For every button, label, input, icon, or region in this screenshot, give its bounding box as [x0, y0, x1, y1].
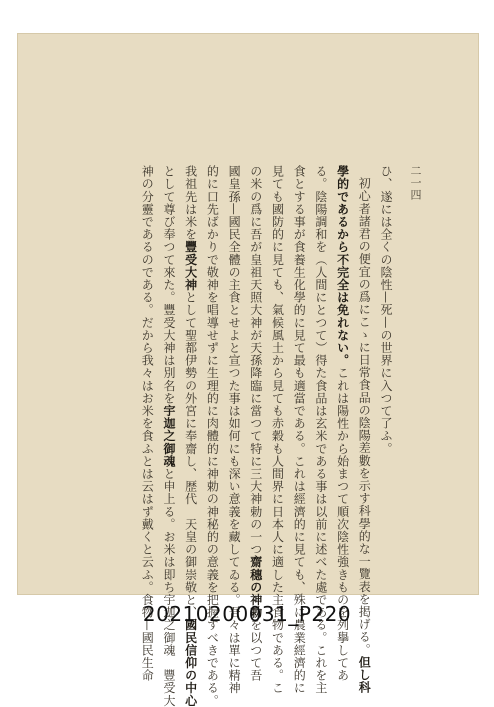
text-line [309, 165, 331, 695]
text-line [353, 165, 375, 694]
text-line [244, 165, 266, 682]
text-segment: 初心者諸君の便宜の爲にこゝに日常食品の陰陽差數を示す科學的な一覽表を掲げる。 [357, 177, 372, 656]
emphasized-text: 宇迦之御魂 [161, 404, 176, 468]
text-line [374, 165, 396, 550]
text-segment: として尊び奉つて來た。豐受大神は別名を [161, 165, 176, 405]
emphasized-text: 學的であるから不完全は免れない。 [335, 165, 350, 367]
text-segment: 見ても國防的に見ても、氣候風土から見ても赤穀も人間界に日本人に適した主食物である。こ [270, 165, 285, 695]
text-line [201, 165, 223, 707]
text-line [179, 165, 201, 707]
text-segment: と申上る。お米は即ち宇迦之御魂 豐受大 [161, 467, 176, 707]
page-number: 二一四 [409, 165, 422, 201]
text-segment: る。陰陽調和を（人間にとつて）得た食品は玄米である事は以前に述べた處である。これを主 [313, 165, 328, 695]
text-segment: 的に口先ばかりで敬神を唱導せずに生理的に肉體的に神勅の神秘的の意義を把握すべきである。 [205, 165, 220, 707]
emphasized-text: 齋穗の神勅 [248, 555, 263, 619]
text-segment: ひ、遂には全くの陰性—死—の世界に入つて了ふ。 [379, 165, 393, 455]
text-line [266, 165, 288, 695]
image-caption: 20210200031_P220 [142, 602, 352, 626]
text-segment: これは陽性から始まつて順次陰性強きものを列擧してあ [335, 366, 350, 682]
text-segment: として聖都伊勢の外宮に奉齋し、歴代 天皇の御崇敬と、 [183, 291, 198, 619]
text-segment: 國皇孫—國民全體の主食とせよと宣つた事は如何にも深い意義を藏してゐる。吾々は單に精神 [227, 165, 242, 695]
text-segment: 神の分靈であるのである。だから我々はお米を食ふとは云はず戴くと云ふ。食物—國民生命 [140, 165, 155, 682]
text-segment: 我祖先は米を [183, 165, 198, 241]
text-line [157, 165, 179, 707]
text-line [287, 165, 309, 695]
text-line [222, 165, 244, 695]
text-segment: を以つて吾 [248, 618, 263, 682]
emphasized-text: 但し科 [357, 655, 372, 694]
text-line [136, 165, 158, 682]
emphasized-text: 豐受大神 [183, 240, 198, 292]
text-segment: の米の爲に吾が皇祖天照大神が天孫降臨に當つて特に三大神勅の一つ [248, 165, 263, 556]
emphasized-text: 國民信仰の中心 [183, 618, 198, 707]
text-line [331, 165, 353, 682]
text-segment: 食とする事が食養生化學的に見て最も適當である。これは經濟的に見ても、殊に農業經濟的に [292, 165, 307, 695]
